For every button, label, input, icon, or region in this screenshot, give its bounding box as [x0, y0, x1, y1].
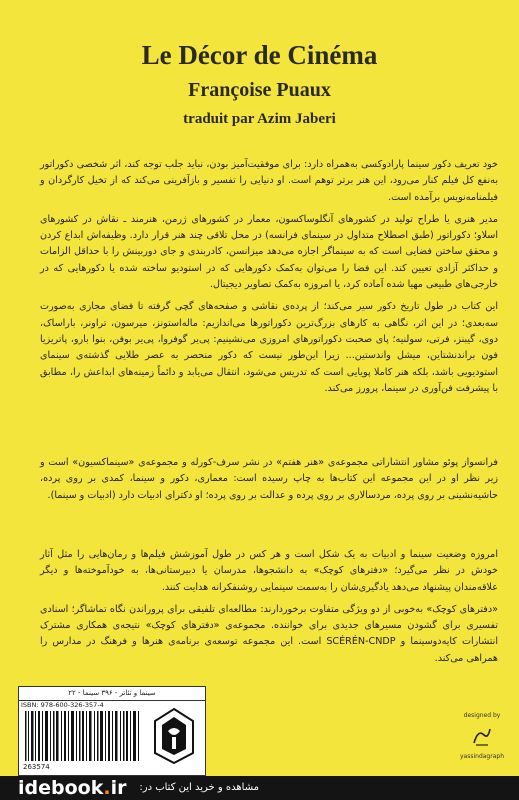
barcode-number: 263574 — [23, 763, 50, 771]
designer-label: designed by — [463, 712, 501, 719]
watermark-bar[interactable] — [0, 776, 519, 800]
paragraph-author: فرانسواز پوئو مشاور انتشاراتی مجموعه‌ی «هنر هفتم» در نشر سرف-کورله و مجموعه‌ی «سینماکسیون» است و زیر نظر او در این مجموعه این کتاب‌ها به چاپ رسیده است: معماری، دکور و سینما، کمدی بر روی پرده، حاشیه‌نشینی بر روی پرده، مردسالاری بر روی پرده و عدالت بر روی پرده؛ او دکترای ادبیات دارد (ادبیات و سینما). — [40, 457, 498, 501]
watermark-text: مشاهده و خرید این کتاب در: — [139, 782, 259, 793]
designer-credit — [452, 712, 512, 768]
book-translator: traduit par Azim Jaberi — [183, 111, 336, 127]
paragraph-definition: خود تعریف دکور سینما پارادوکسی به‌همراه دارد: برای موفقیت‌آمیز بودن، نباید جلب توجه کند، اثر شخصی دکوراتور به‌نفع کل فیلم کنار می‌رود، این هنر برتر توهم است. او دنیایی را تفسیر و بازآفرینی می‌کند که از تخیل کارگردان و فیلمنامه‌نویس برآمده است. — [40, 159, 498, 203]
paragraph-history: این کتاب در طول تاریخ دکور سیر می‌کند؛ از پرده‌ی نقاشی و صفحه‌های گچی گرفته تا فضای مجازی به‌صورت سه‌بعدی؛ در این اثر، نگاهی به کارهای بزرگ‌ترین دکوراتورها می‌اندازیم: ماله‌استونز، میرسون، تراونر، باراساک، دوی، گیبنز، فرتی، سولنیه؛ پای صحبت دکوراتورهای امروزی می‌نشینیم: پی‌یر گوفروا، پی‌یر بوفن، بنوا بارو، پاتریزیا فون براندنشتاین، میشل واندستین... زیرا این‌طور نیست که دکور منحصر به عصر طلایی گذشته‌ی سینمای استودیویی باشد، بلکه هنر کاملا پویایی است که تدریس می‌شود، انتقال می‌یابد و دائماً زمینه‌های ابداعش را، مطابق با پیشرفت فن‌آوری در سینما، پرورز می‌کند. — [40, 301, 498, 394]
paragraph-role: مدیر هنری یا طراح تولید در کشورهای آنگلوساکسون، معمار در کشورهای ژرمن، هنرمند ـ نقاش در کشورهای اسلاو؛ دکوراتور (طبق اصطلاح متداول در سینمای فرانسه) در محل تلاقی چند هنر قرار دارد. وظیفه‌اش ابداع کردن و محقق ساختن فضایی است که به سینماگر اجازه می‌دهد میزانسن، کادربندی و جای دوربینش را با حداقل الزامات و حداکثر آزادی تعیین کند. این فضا را می‌توان به‌کمک دکورهایی که در استودیو ساخته شده یا دکورهایی که در خارجی‌های طبیعی مهیا شده آماده کرد، یا امروزه به‌کمک تصاویر دیجیتال. — [40, 213, 498, 291]
idebook-logo[interactable]: idebook.ir — [18, 777, 127, 799]
paragraph-petits-cahiers: «دفترهای کوچک» به‌خوبی از دو ویژگی متفاوت برخوردارند: مطالعه‌ای تلفیقی برای پروراندن نگاه تماشاگر؛ اسنادی تفسیری برای گشودن مسیرهای جدیدی برای خواننده. مجموعه‌ی «دفترهای کوچک» نتیجه‌ی همکاری مشترک انتشارات کایه‌دوسینما و SCÉRÉN-CNDP است. این مجموعه توسعه‌ی برنامه‌ی هنرها و فرهنگ در مدارس را همراهی می‌کند. — [40, 603, 498, 664]
designer-handle: yassindagraph — [460, 753, 504, 760]
series-label: سینما و تئاتر - ۳۹۶ سینما - ۲۲ — [19, 687, 205, 701]
designer-signature-icon — [468, 723, 496, 751]
series-description — [40, 547, 498, 673]
author-bio — [40, 455, 498, 510]
paragraph-cinema-literature: امروزه وضعیت سینما و ادبیات به یک شکل است و هر کس در طول آموزشش فیلم‌ها و رمان‌هایی را مثل آثار خودش در نظر می‌گیرد؛ «دفترهای کوچک» به دانشجوها، مدرسان یا دبیرستانی‌ها، به خودآموخته‌ها و دیگر علاقه‌مندان پیشنهاد می‌دهد یادگیری‌شان را به‌سمت سینمایی روشنفکرانه هدایت کنند. — [40, 549, 498, 593]
publisher-logo-icon — [149, 705, 199, 765]
book-author: Françoise Puaux — [188, 79, 331, 101]
intro-text — [40, 157, 498, 403]
barcode-image — [23, 711, 141, 761]
barcode-panel — [18, 686, 206, 776]
book-title: Le Décor de Cinéma — [141, 40, 378, 70]
isbn-text: ISBN: 978-600-326-357-4 — [21, 701, 104, 709]
